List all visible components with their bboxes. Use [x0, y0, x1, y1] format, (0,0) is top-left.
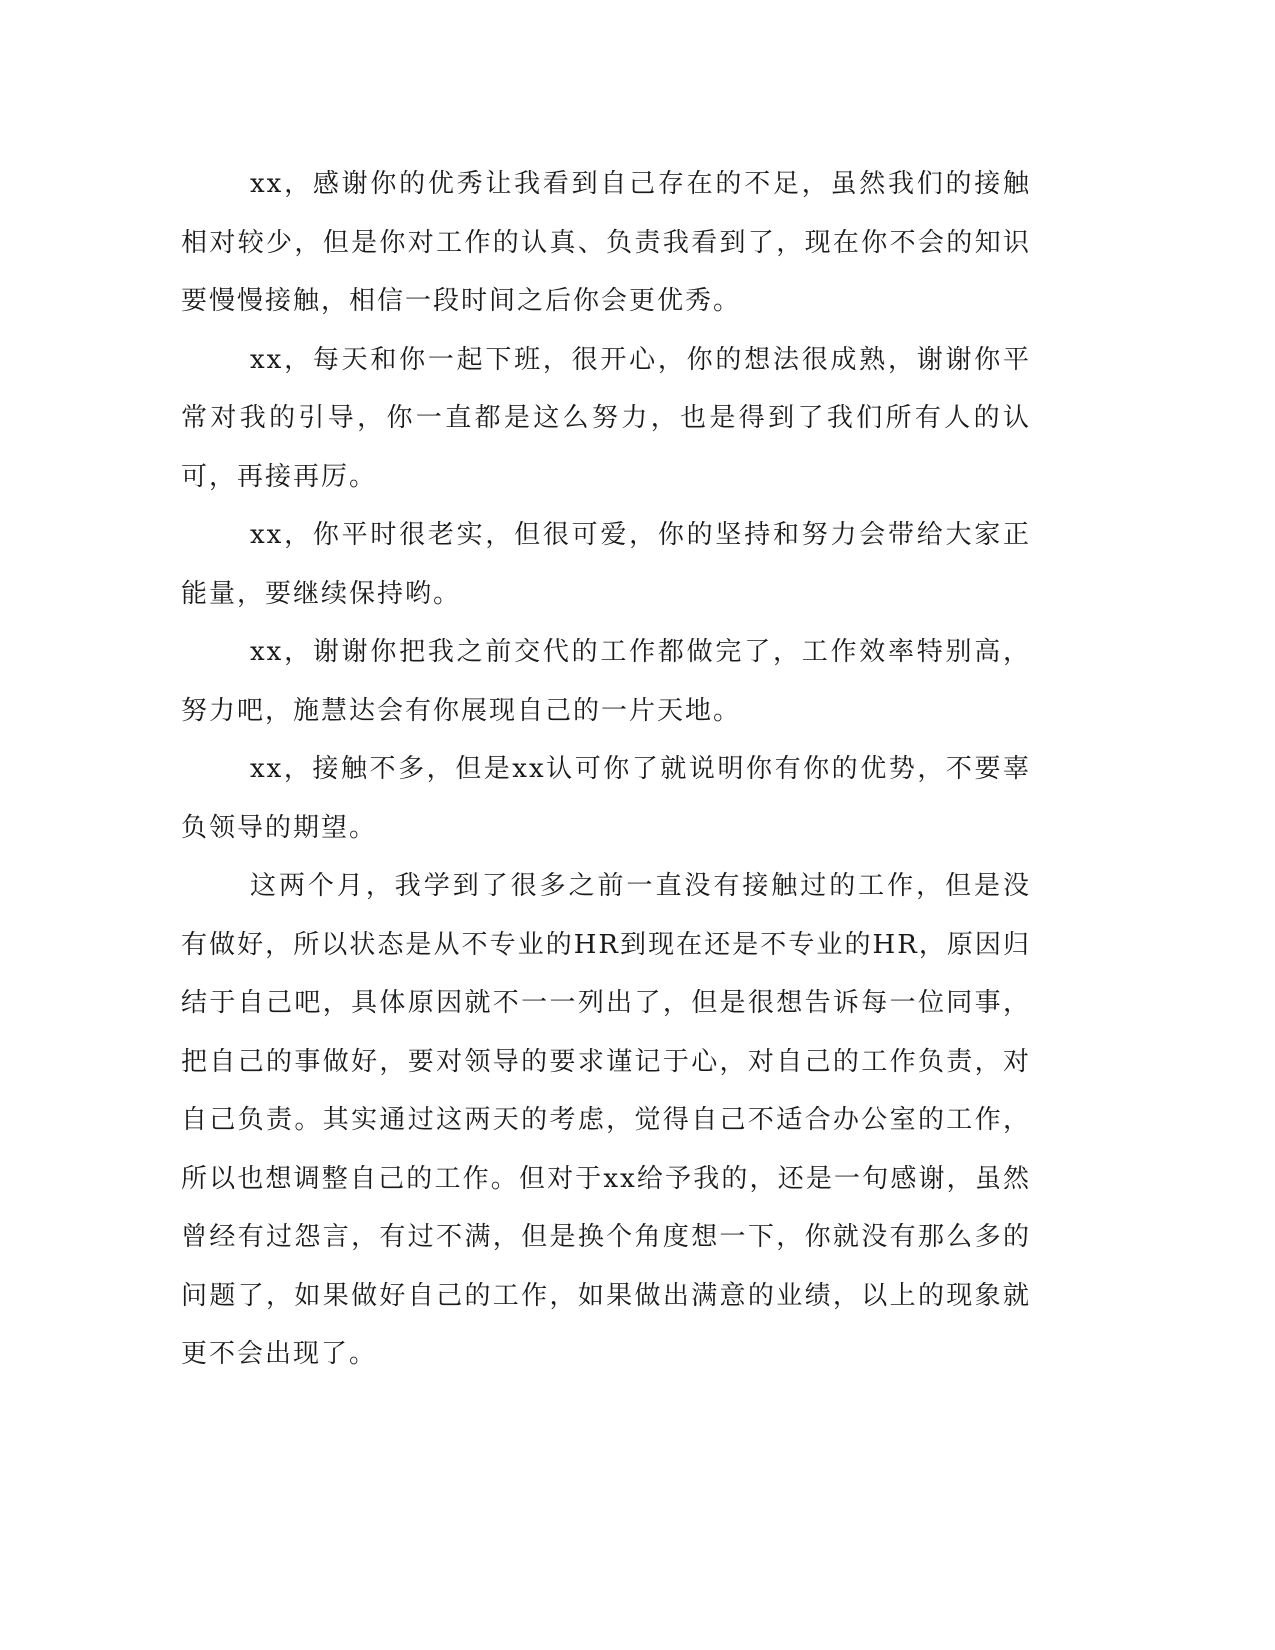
paragraph-5: xx，接触不多，但是xx认可你了就说明你有你的优势，不要辜负领导的期望。: [181, 754, 1031, 843]
document-body: [181, 155, 1031, 1384]
paragraph-2: xx，每天和你一起下班，很开心，你的想法很成熟，谢谢你平常对我的引导，你一直都是这么努力，也是得到了我们所有人的认可，再接再厉。: [181, 344, 1031, 492]
paragraph-3: xx，你平时很老实，但很可爱，你的坚持和努力会带给大家正能量，要继续保持哟。: [181, 520, 1031, 609]
paragraph-6: 这两个月，我学到了很多之前一直没有接触过的工作，但是没有做好，所以状态是从不专业的HR到现在还是不专业的HR，原因归结于自己吧，具体原因就不一一列出了，但是很想告诉每一位同事，把自己的事做好，要对领导的要求谨记于心，对自己的工作负责，对自己负责。其实通过这两天的考虑，觉得自己不适合办公室的工作，所以也想调整自己的工作。但对于xx给予我的，还是一句感谢，虽然曾经有过怨言，有过不满，但是换个角度想一下，你就没有那么多的问题了，如果做好自己的工作，如果做出满意的业绩，以上的现象就更不会出现了。: [181, 871, 1031, 1369]
paragraph-4: xx，谢谢你把我之前交代的工作都做完了，工作效率特别高，努力吧，施慧达会有你展现自己的一片天地。: [181, 637, 1031, 726]
paragraph-1: xx，感谢你的优秀让我看到自己存在的不足，虽然我们的接触相对较少，但是你对工作的认真、负责我看到了，现在你不会的知识要慢慢接触，相信一段时间之后你会更优秀。: [181, 169, 1031, 316]
